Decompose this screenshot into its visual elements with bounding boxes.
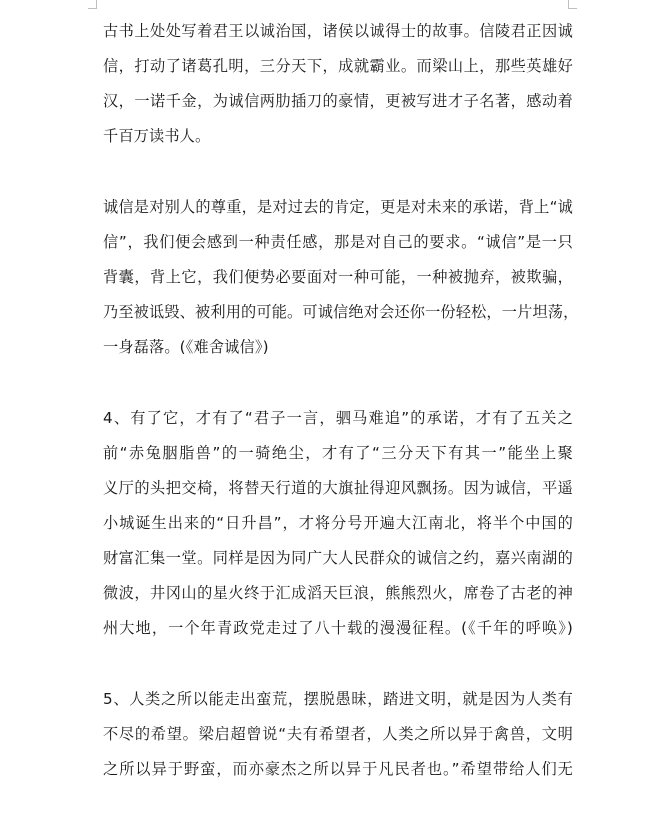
text-line: 义厅的头把交椅，将替天行道的大旗扯得迎风飘扬。因为诚信，平遥 xyxy=(103,479,573,497)
text-line: 一身磊落。(《难舍诚信》) xyxy=(103,338,269,356)
margin-corner-mark-right xyxy=(568,0,577,9)
paragraph-1 xyxy=(103,14,573,154)
text-line: 汉，一诺千金，为诚信两肋插刀的豪情，更被写进才子名著，感动着 xyxy=(103,92,573,110)
text-line: 小城诞生出来的“日升昌”，才将分号开遍大江南北，将半个中国的 xyxy=(103,514,573,532)
text-line: 5、人类之所以能走出蛮荒，摆脱愚昧，踏进文明，就是因为人类有 xyxy=(103,690,573,708)
paragraph-4 xyxy=(103,682,573,787)
text-line: 千百万读书人。 xyxy=(103,127,211,145)
text-line: 微波，井冈山的星火终于汇成滔天巨浪，熊熊烈火，席卷了古老的神 xyxy=(103,584,573,602)
text-line: 4、有了它，才有了“君子一言，驷马难追”的承诺，才有了五关之 xyxy=(103,409,573,427)
margin-corner-mark-left xyxy=(88,0,97,9)
paragraph-2 xyxy=(103,190,579,365)
text-line: 不尽的希望。梁启超曾说“夫有希望者，人类之所以异于禽兽，文明 xyxy=(103,725,573,743)
text-line: 信”，我们便会感到一种责任感，那是对自己的要求。“诚信”是一只 xyxy=(103,233,573,251)
paragraph-3 xyxy=(103,401,573,646)
text-line: 州大地，一个年青政党走过了八十载的漫漫征程。(《千年的呼唤》) xyxy=(103,619,573,637)
document-body xyxy=(103,14,579,823)
text-line: 诚信是对别人的尊重，是对过去的肯定，更是对未来的承诺，背上“诚 xyxy=(103,198,573,216)
text-line: 前“赤兔胭脂兽”的一骑绝尘，才有了“三分天下有其一”能坐上聚 xyxy=(103,444,573,462)
text-line: 背囊，背上它，我们便势必要面对一种可能，一种被抛弃，被欺骗， xyxy=(103,268,573,286)
text-line: 古书上处处写着君王以诚治国，诸侯以诚得士的故事。信陵君正因诚 xyxy=(103,22,573,40)
text-line: 信，打动了诸葛孔明，三分天下，成就霸业。而梁山上，那些英雄好 xyxy=(103,57,573,75)
text-line: 财富汇集一堂。同样是因为同广大人民群众的诚信之约，嘉兴南湖的 xyxy=(103,549,573,567)
text-line: 之所以异于野蛮，而亦豪杰之所以异于凡民者也。”希望带给人们无 xyxy=(103,760,573,778)
text-line: 乃至被诋毁、被利用的可能。可诚信绝对会还你一份轻松，一片坦荡， xyxy=(103,303,579,321)
